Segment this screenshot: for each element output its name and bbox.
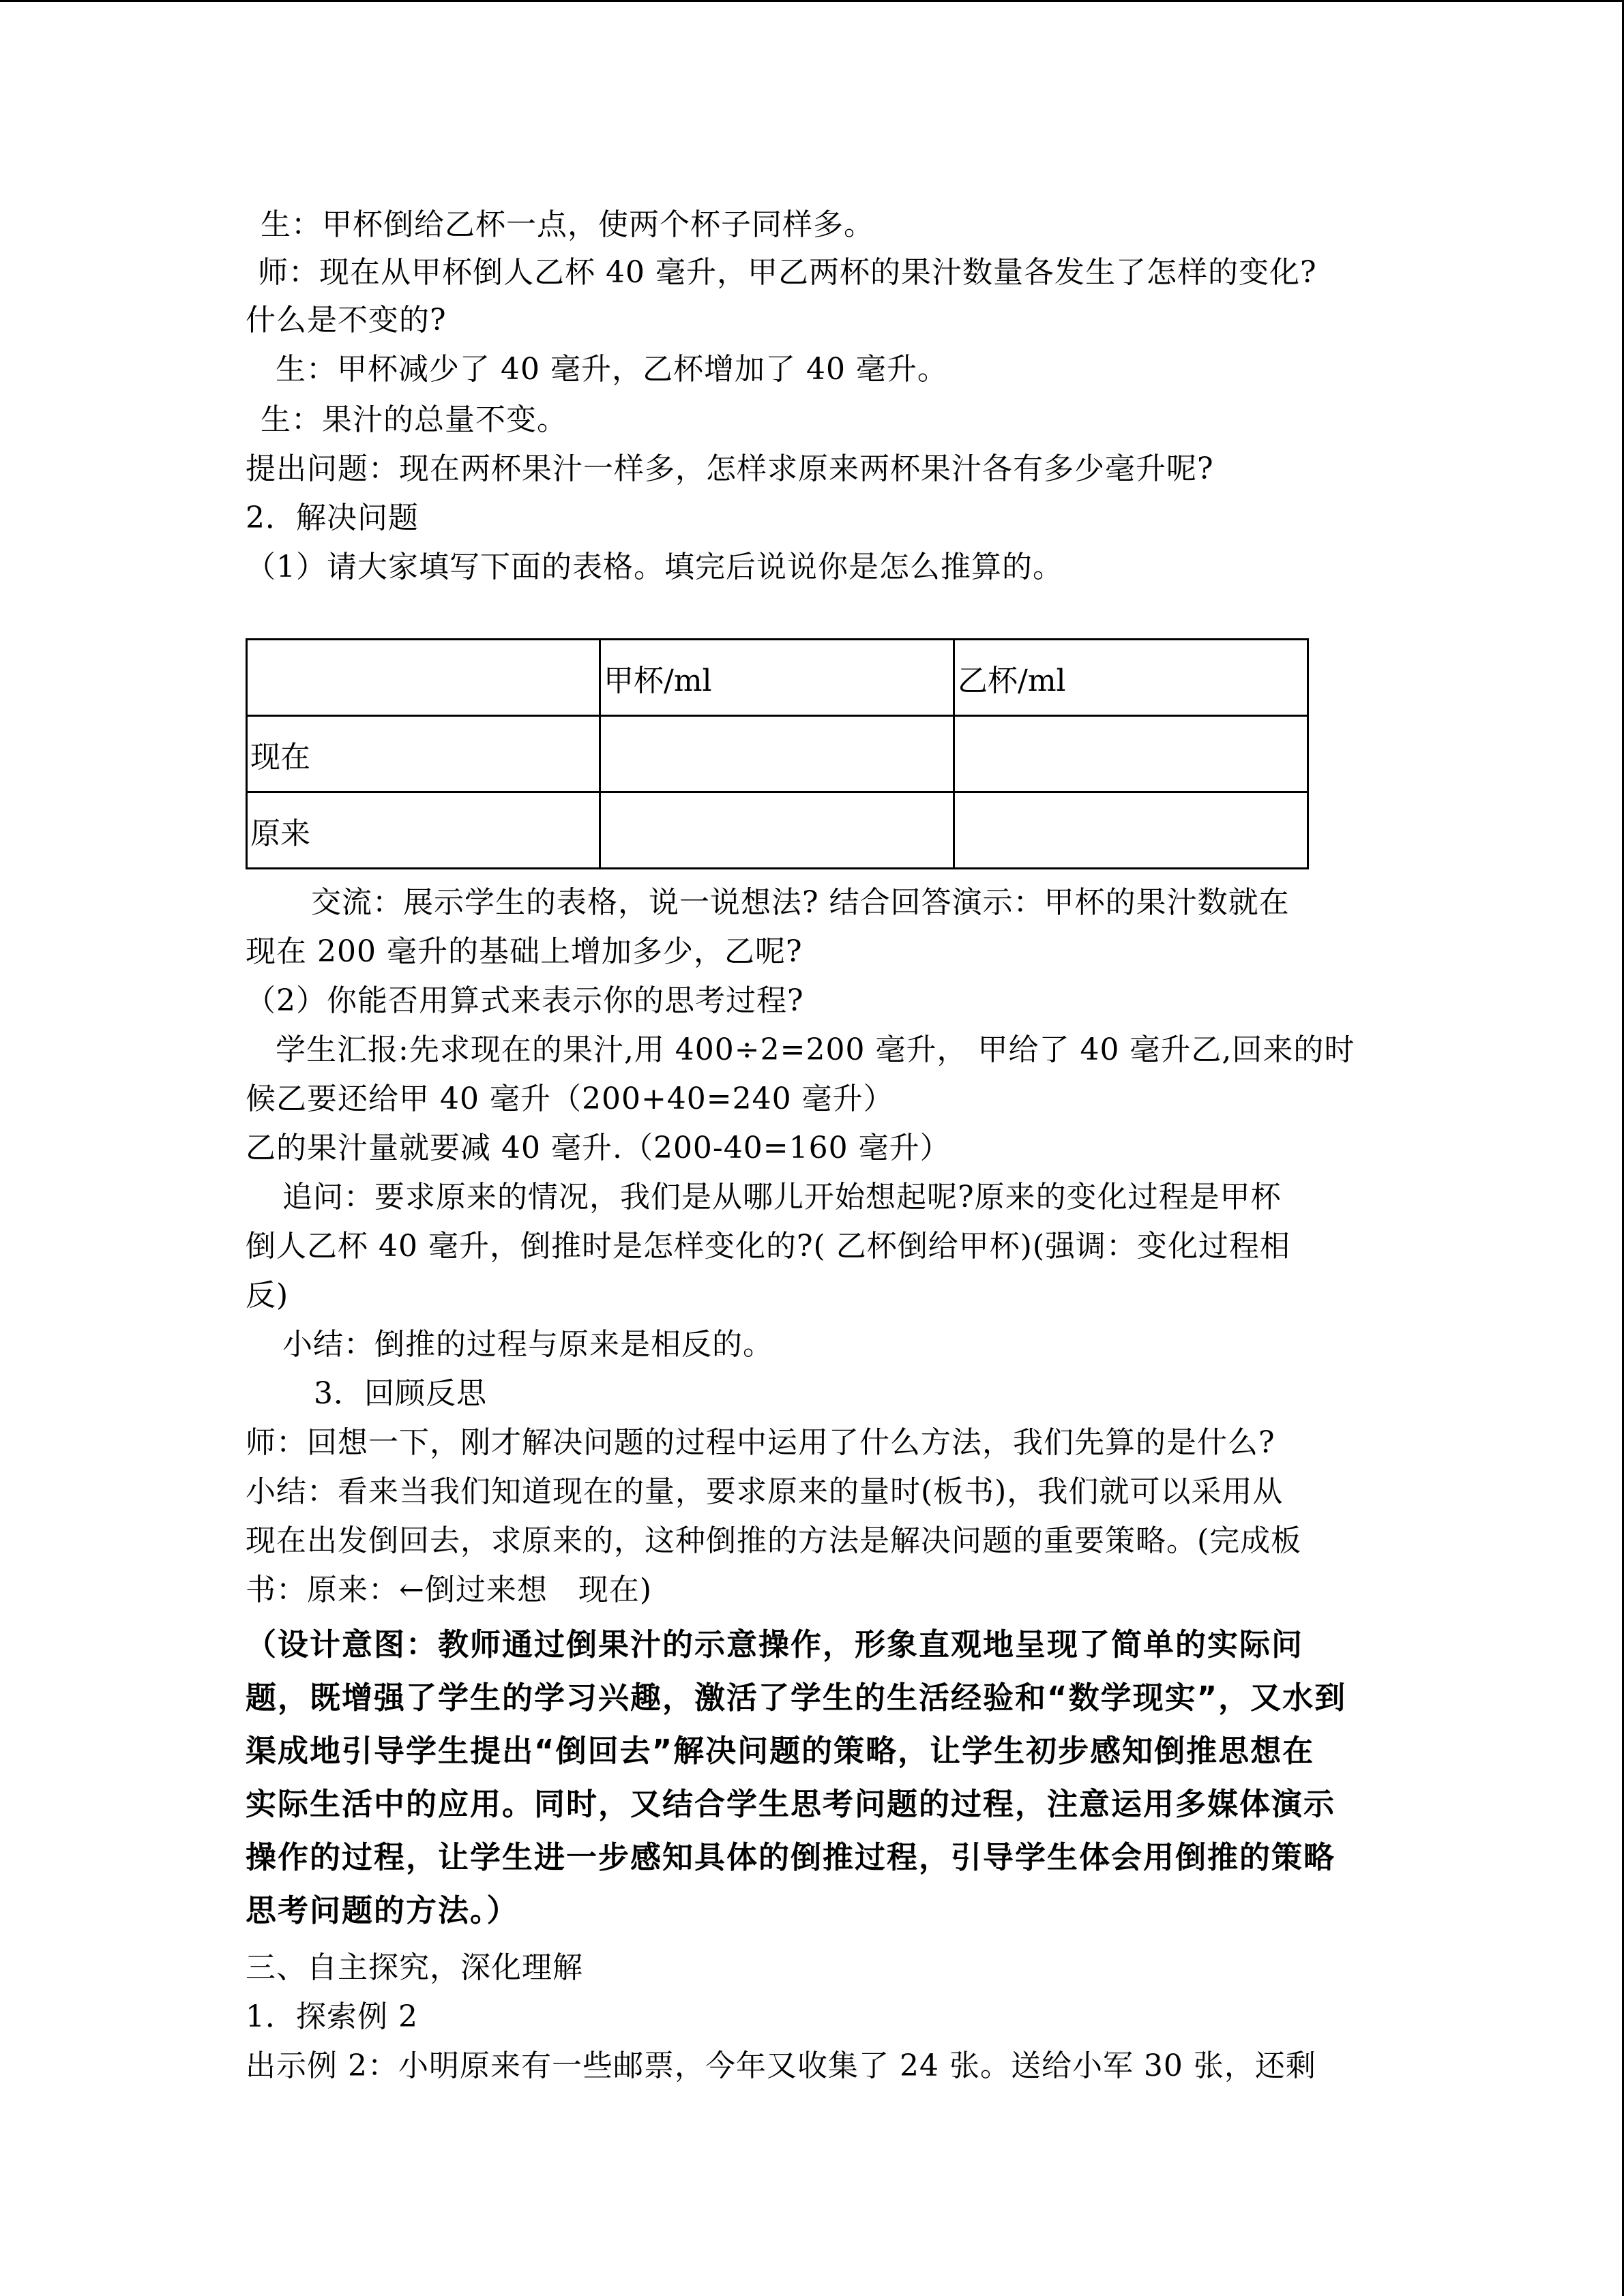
paragraph-line: 学生汇报:先求现在的果汁,用 400÷2=200 毫升， 甲给了 40 毫升乙,回来的时 [276,1032,1355,1067]
section-heading: 3．回顾反思 [314,1376,487,1411]
juice-table [246,638,1309,869]
section-heading: 三、自主探究，深化理解 [246,1950,583,1985]
table-cell [954,716,1308,792]
paragraph-line: 书：原来：←倒过来想 现在) [246,1572,653,1607]
paragraph-line: 生：果汁的总量不变。 [261,402,567,437]
design-intent-line: 实际生活中的应用。同时，又结合学生思考问题的过程，注意运用多媒体演示 [246,1786,1336,1822]
table-header-row [247,640,1308,716]
paragraph-line: 现在 200 毫升的基础上增加多少，乙呢? [246,934,803,969]
paragraph-line: 生：甲杯减少了 40 毫升，乙杯增加了 40 毫升。 [276,352,948,387]
paragraph-line: 小结：看来当我们知道现在的量，要求原来的量时(板书)，我们就可以采用从 [246,1474,1284,1509]
paragraph-line: 乙的果汁量就要减 40 毫升.（200-40=160 毫升） [246,1131,951,1165]
paragraph-line: 师：回想一下，刚才解决问题的过程中运用了什么方法，我们先算的是什么? [246,1425,1275,1460]
row-label: 原来 [247,792,600,869]
row-label: 现在 [247,716,600,792]
design-intent-line: 题，既增强了学生的学习兴趣，激活了学生的生活经验和“数学现实”，又水到 [246,1680,1347,1716]
paragraph-line: 小结：倒推的过程与原来是相反的。 [282,1327,773,1362]
table-row [247,716,1308,792]
table-cell [600,792,954,869]
paragraph-line: 候乙要还给甲 40 毫升（200+40=240 毫升） [246,1082,894,1116]
paragraph-line: 现在出发倒回去，求原来的，这种倒推的方法是解决问题的重要策略。(完成板 [246,1523,1302,1558]
section-heading: 1．探索例 2 [246,1999,418,2034]
table-cell [954,792,1308,869]
table-header-cell: 乙杯/ml [954,640,1308,716]
paragraph-line: 师：现在从甲杯倒人乙杯 40 毫升，甲乙两杯的果汁数量各发生了怎样的变化? [258,255,1317,290]
design-intent-line: 思考问题的方法。） [246,1892,519,1928]
paragraph-line: 反) [246,1278,289,1313]
paragraph-line: 倒人乙杯 40 毫升，倒推时是怎样变化的?( 乙杯倒给甲杯)(强调：变化过程相 [246,1229,1291,1264]
paragraph-line: 生：甲杯倒给乙杯一点，使两个杯子同样多。 [261,207,874,242]
table-cell [600,716,954,792]
paragraph-line: 提出问题：现在两杯果汁一样多，怎样求原来两杯果汁各有多少毫升呢? [246,451,1214,486]
table-row [247,792,1308,869]
paragraph-line: 追问：要求原来的情况，我们是从哪儿开始想起呢?原来的变化过程是甲杯 [282,1180,1282,1214]
table-header-cell: 甲杯/ml [600,640,954,716]
design-intent-line: 渠成地引导学生提出“倒回去”解决问题的策略，让学生初步感知倒推思想在 [246,1733,1315,1769]
paragraph-line: 什么是不变的? [246,303,447,338]
paragraph-line: （1）请大家填写下面的表格。填完后说说你是怎么推算的。 [246,550,1063,584]
design-intent-line: （设计意图：教师通过倒果汁的示意操作，形象直观地呈现了简单的实际问 [246,1626,1304,1663]
paragraph-line: 出示例 2：小明原来有一些邮票，今年又收集了 24 张。送给小军 30 张，还剩 [246,2048,1316,2083]
paragraph-line: 交流：展示学生的表格，说一说想法? 结合回答演示：甲杯的果汁数就在 [311,885,1290,920]
table-header-cell [247,640,600,716]
page-top-border [0,0,1624,2]
design-intent-line: 操作的过程，让学生进一步感知具体的倒推过程，引导学生体会用倒推的策略 [246,1839,1336,1875]
section-heading: 2．解决问题 [246,501,419,535]
paragraph-line: （2）你能否用算式来表示你的思考过程? [246,983,804,1018]
